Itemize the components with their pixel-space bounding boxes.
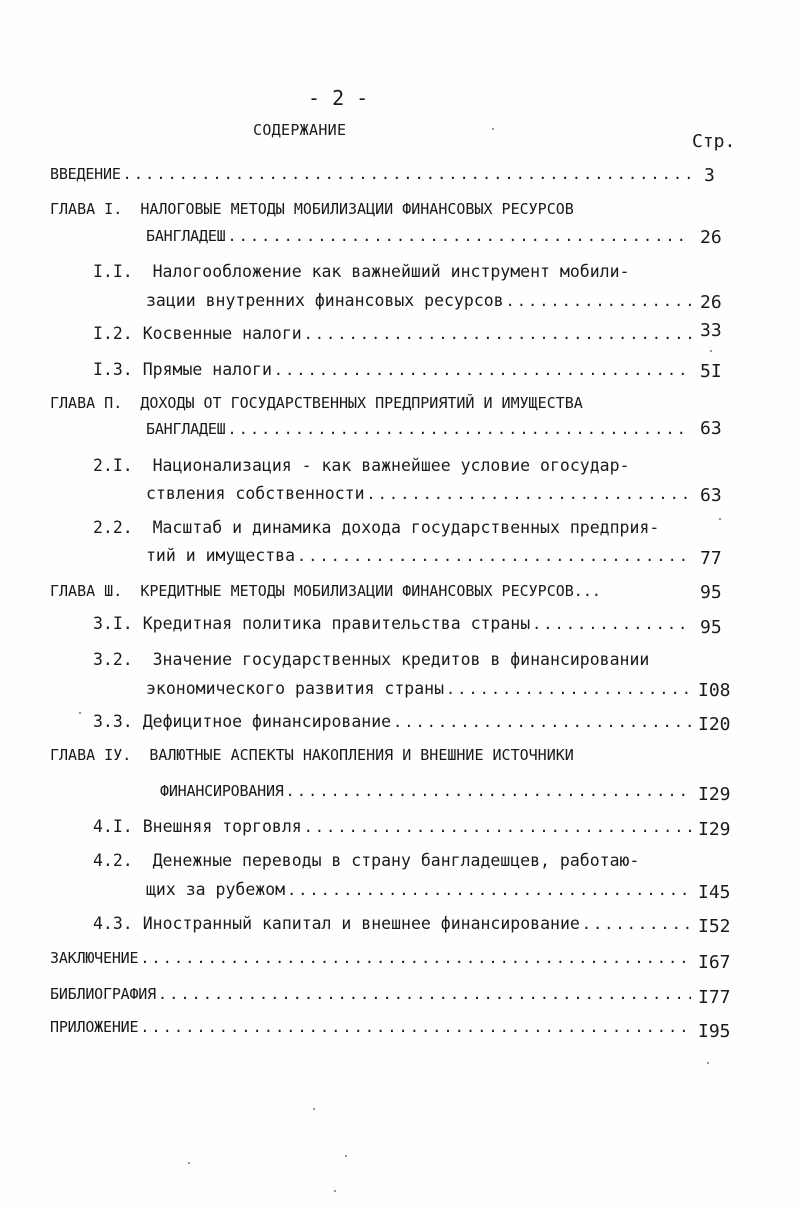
entry-text: Дефицитное финансирование bbox=[142, 712, 392, 731]
dot-leader bbox=[286, 782, 691, 800]
section-3-2 bbox=[93, 650, 649, 669]
dot-leader bbox=[140, 1018, 691, 1036]
scan-speck bbox=[79, 712, 81, 714]
entry-page: 33 bbox=[700, 320, 722, 341]
chapter-title: ВАЛЮТНЫЕ АСПЕКТЫ НАКОПЛЕНИЯ И ВНЕШНИЕ ИСТОЧНИКИ bbox=[149, 746, 574, 764]
scan-speck bbox=[313, 1108, 315, 1110]
toc-entry-bibliography bbox=[50, 985, 691, 1009]
entry-text: БИБЛИОГРАФИЯ bbox=[50, 985, 156, 1003]
dot-leader bbox=[158, 985, 691, 1003]
section-4-3 bbox=[93, 914, 691, 938]
scan-speck bbox=[707, 1062, 709, 1064]
entry-page: 77 bbox=[700, 548, 722, 569]
entry-text: щих за рубежом bbox=[146, 880, 286, 899]
dot-leader bbox=[123, 165, 690, 183]
entry-page: I52 bbox=[698, 916, 731, 937]
entry-text: ПРИЛОЖЕНИЕ bbox=[50, 1018, 139, 1036]
section-number: I.3. bbox=[93, 360, 133, 379]
toc-entry-conclusion bbox=[50, 949, 691, 973]
dot-leader bbox=[274, 361, 691, 379]
section-title: Национализация - как важнейшее условие огосудар- bbox=[152, 456, 630, 475]
scan-speck bbox=[345, 1155, 347, 1157]
entry-text: ЗАКЛЮЧЕНИЕ bbox=[50, 949, 139, 967]
section-2-2-cont bbox=[146, 546, 691, 570]
entry-page: 63 bbox=[700, 418, 722, 439]
dot-leader bbox=[304, 325, 691, 343]
entry-text: ВВЕДЕНИЕ bbox=[50, 165, 121, 183]
section-4-2 bbox=[93, 851, 639, 870]
section-number: 4.2. bbox=[93, 851, 133, 870]
chapter-label: ГЛАВА I. bbox=[50, 200, 123, 218]
entry-page: 5I bbox=[700, 361, 722, 382]
section-title: Значение государственных кредитов в финансировании bbox=[152, 650, 650, 669]
chapter-4-heading bbox=[50, 746, 574, 764]
chapter-label: ГЛАВА П. bbox=[50, 394, 123, 412]
entry-text: БАНГЛАДЕШ bbox=[146, 420, 226, 438]
section-number: I.I. bbox=[93, 262, 133, 281]
entry-page: 26 bbox=[700, 227, 722, 248]
dot-leader bbox=[532, 615, 691, 633]
section-number: 4.I. bbox=[93, 817, 133, 836]
entry-page: I08 bbox=[698, 680, 731, 701]
entry-page: I95 bbox=[698, 1021, 731, 1042]
dot-leader bbox=[582, 915, 691, 933]
section-4-2-cont bbox=[146, 880, 691, 904]
entry-page: I67 bbox=[698, 952, 731, 973]
dot-leader bbox=[297, 547, 691, 565]
section-2-2 bbox=[93, 518, 659, 537]
entry-page: 3 bbox=[704, 165, 715, 186]
entry-page: I77 bbox=[698, 987, 731, 1008]
entry-text: Кредитная политика правительства страны bbox=[142, 614, 531, 633]
chapter-title: ДОХОДЫ ОТ ГОСУДАРСТВЕННЫХ ПРЕДПРИЯТИЙ И ИМУЩЕСТВА bbox=[140, 394, 583, 412]
entry-page: 26 bbox=[700, 292, 722, 313]
scan-speck bbox=[492, 128, 494, 130]
dot-leader bbox=[304, 818, 691, 836]
section-title: Налогообложение как важнейший инструмент мобили- bbox=[152, 262, 630, 281]
chapter-2-title-cont bbox=[146, 420, 691, 444]
page-number: - 2 - bbox=[308, 86, 369, 110]
section-1-1 bbox=[93, 262, 629, 281]
entry-page: I20 bbox=[698, 714, 731, 735]
entry-text: ствления собственности bbox=[146, 484, 365, 503]
section-number: 3.3. bbox=[93, 712, 133, 731]
section-4-1 bbox=[93, 817, 691, 841]
scan-speck bbox=[710, 350, 712, 352]
section-number: 3.I. bbox=[93, 614, 133, 633]
section-2-1 bbox=[93, 456, 629, 475]
entry-text: Косвенные налоги bbox=[142, 324, 302, 343]
entry-page: I29 bbox=[698, 784, 731, 805]
section-number: I.2. bbox=[93, 324, 133, 343]
entry-text: зации внутренних финансовых ресурсов bbox=[146, 291, 504, 310]
toc-title: СОДЕРЖАНИЕ bbox=[253, 121, 347, 139]
entry-text: тий и имущества bbox=[146, 546, 296, 565]
entry-page: 95 bbox=[700, 582, 722, 603]
section-1-3 bbox=[93, 360, 691, 384]
entry-page: 63 bbox=[700, 485, 722, 506]
scan-speck bbox=[334, 1190, 336, 1192]
entry-text: ФИНАНСИРОВАНИЯ bbox=[160, 782, 284, 800]
page-column-header: Стр. bbox=[692, 131, 736, 152]
entry-text: экономического развития страны bbox=[146, 679, 445, 698]
section-2-1-cont bbox=[146, 484, 691, 508]
dot-leader bbox=[140, 949, 691, 967]
section-number: 4.3. bbox=[93, 914, 133, 933]
scan-speck bbox=[719, 518, 721, 520]
dot-leader bbox=[367, 485, 691, 503]
section-title: Денежные переводы в страну бангладешцев, работаю- bbox=[152, 851, 640, 870]
chapter-1-title-cont bbox=[146, 227, 691, 251]
dot-leader bbox=[446, 680, 691, 698]
entry-page: I45 bbox=[698, 882, 731, 903]
section-1-1-cont bbox=[146, 291, 691, 315]
dot-leader bbox=[506, 292, 691, 310]
section-3-2-cont bbox=[146, 679, 691, 703]
dot-leader bbox=[227, 420, 691, 438]
section-number: 2.2. bbox=[93, 518, 133, 537]
section-3-1 bbox=[93, 614, 691, 638]
section-title: Масштаб и динамика дохода государственных предприя- bbox=[152, 518, 660, 537]
entry-text: БАНГЛАДЕШ bbox=[146, 227, 226, 245]
chapter-title: НАЛОГОВЫЕ МЕТОДЫ МОБИЛИЗАЦИИ ФИНАНСОВЫХ РЕСУРСОВ bbox=[140, 200, 574, 218]
chapter-label: ГЛАВА Ш. bbox=[50, 582, 123, 600]
dot-leader bbox=[393, 713, 691, 731]
entry-text: Внешняя торговля bbox=[142, 817, 302, 836]
dot-leader bbox=[287, 881, 691, 899]
entry-page: I29 bbox=[698, 819, 731, 840]
section-1-2 bbox=[93, 324, 691, 348]
chapter-4-title-cont bbox=[160, 782, 691, 806]
toc-entry-appendix bbox=[50, 1018, 691, 1042]
section-number: 2.I. bbox=[93, 456, 133, 475]
section-number: 3.2. bbox=[93, 650, 133, 669]
chapter-3-heading bbox=[50, 582, 601, 600]
chapter-2-heading bbox=[50, 394, 583, 412]
scan-speck bbox=[188, 1162, 190, 1164]
entry-page: 95 bbox=[700, 617, 722, 638]
entry-text: Иностранный капитал и внешнее финансирование bbox=[142, 914, 580, 933]
chapter-label: ГЛАВА IУ. bbox=[50, 746, 132, 764]
section-3-3 bbox=[93, 712, 691, 736]
toc-entry-introduction bbox=[50, 165, 690, 189]
chapter-title: КРЕДИТНЫЕ МЕТОДЫ МОБИЛИЗАЦИИ ФИНАНСОВЫХ РЕСУРСОВ... bbox=[140, 582, 601, 600]
dot-leader bbox=[227, 227, 691, 245]
entry-text: Прямые налоги bbox=[142, 360, 272, 379]
chapter-1-heading bbox=[50, 200, 574, 218]
